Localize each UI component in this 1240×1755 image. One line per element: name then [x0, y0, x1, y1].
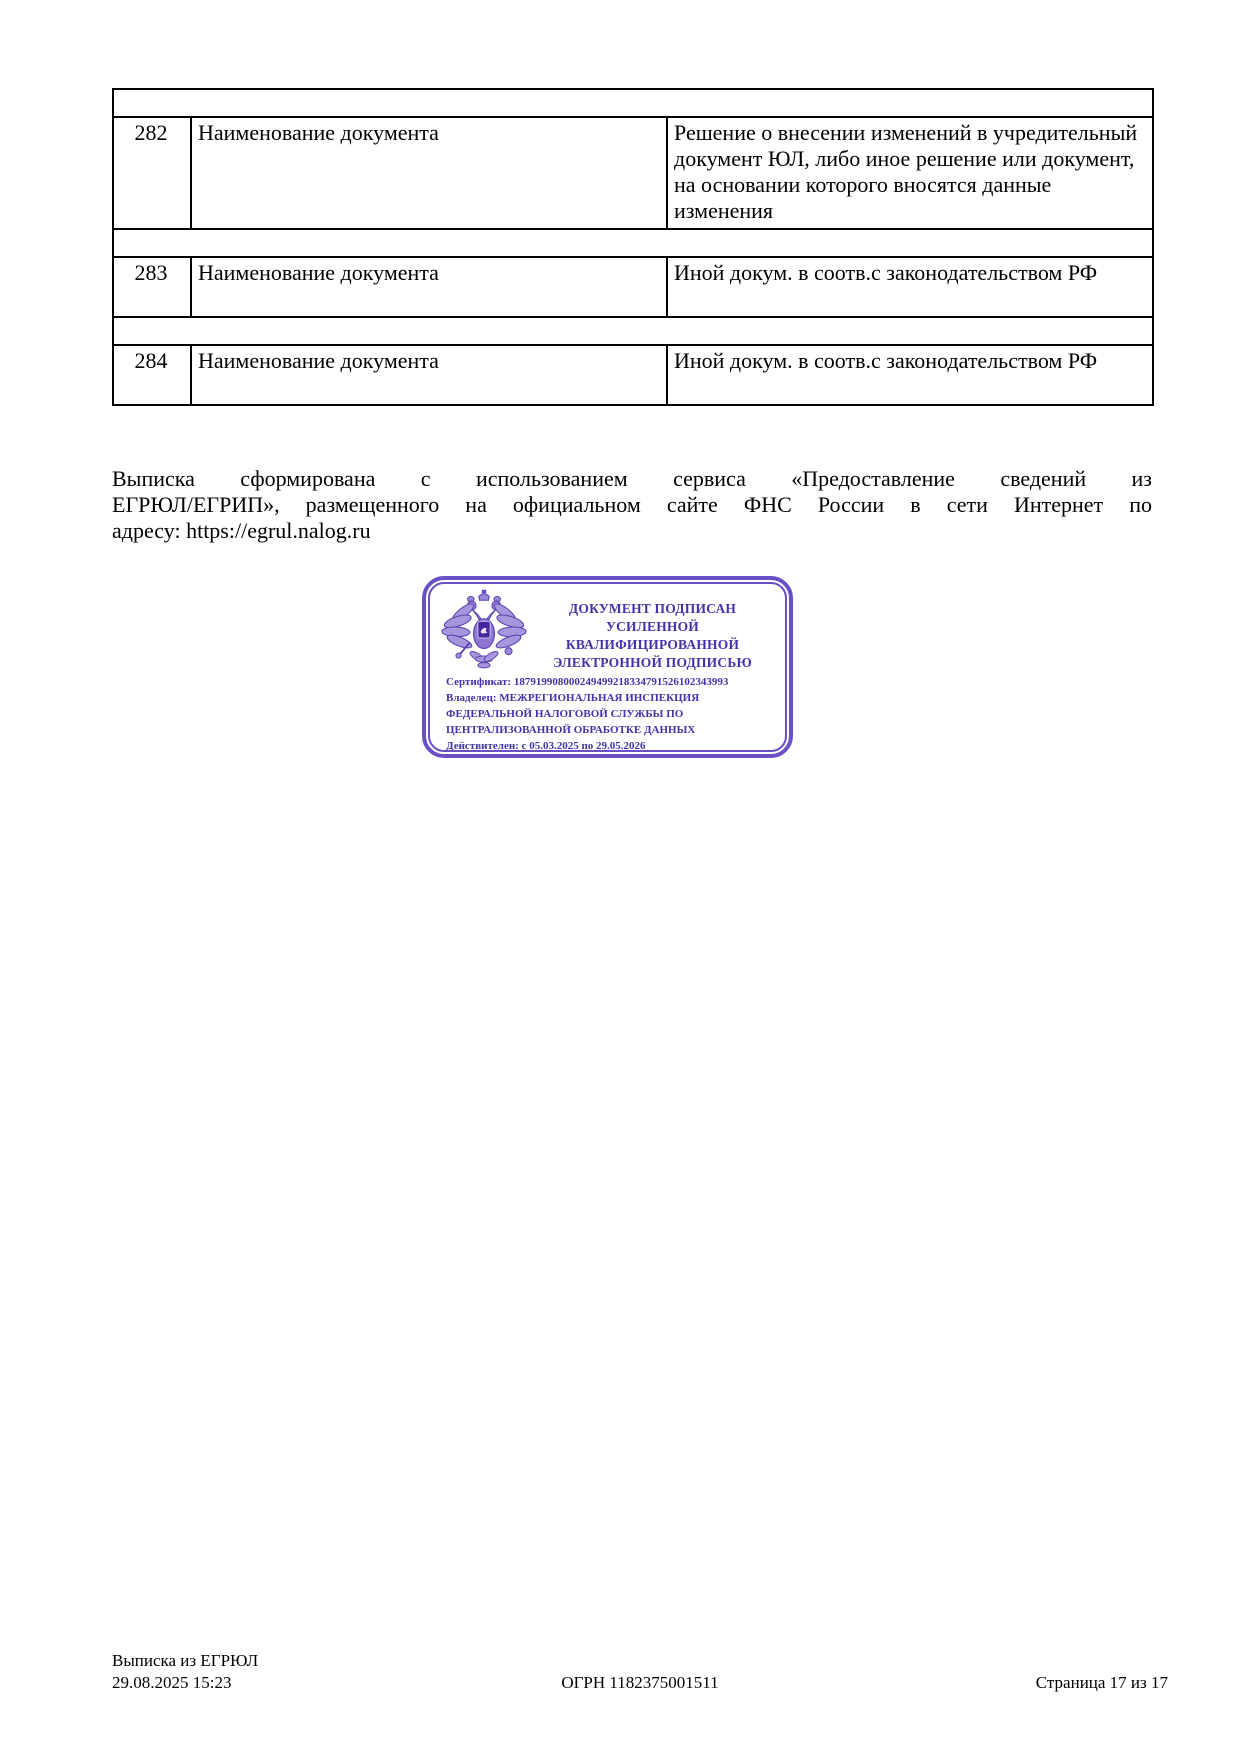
validity-line — [446, 738, 777, 752]
validity-value: с 05.03.2025 по 29.05.2026 — [521, 740, 646, 752]
footer-page-number: Страница 17 из 17 — [1035, 1673, 1168, 1692]
fns-coat-of-arms-icon — [440, 588, 528, 674]
stamp-title-line: УСИЛЕННОЙ КВАЛИФИЦИРОВАННОЙ — [565, 619, 740, 652]
stamp-title-line: ЭЛЕКТРОННОЙ ПОДПИСЬЮ — [553, 655, 752, 670]
empty-cell — [113, 89, 1153, 117]
row-number-cell: 282 — [113, 117, 191, 229]
empty-cell — [113, 317, 1153, 345]
row-number-cell: 283 — [113, 257, 191, 317]
footer-datetime: 29.08.2025 15:23 — [112, 1673, 232, 1692]
footer-doc-type: Выписка из ЕГРЮЛ — [112, 1651, 259, 1670]
row-label-cell: Наименование документа — [191, 257, 667, 317]
service-note — [112, 466, 1152, 544]
row-label-cell: Наименование документа — [191, 117, 667, 229]
page-footer — [112, 1650, 1168, 1694]
certificate-number: 187919908000249499218334791526102343993 — [513, 676, 729, 688]
address-label: адресу: — [112, 518, 187, 543]
table-row — [113, 117, 1153, 229]
stamp-title-line: ДОКУМЕНТ ПОДПИСАН — [568, 601, 737, 616]
stamp-header — [438, 588, 777, 674]
certificate-line — [446, 674, 777, 690]
stamp-details — [446, 674, 777, 752]
row-label-cell: Наименование документа — [191, 345, 667, 405]
footer-left — [112, 1650, 464, 1694]
documents-table — [112, 88, 1154, 406]
validity-label: Действителен: — [446, 740, 519, 752]
table-spacer-row — [113, 317, 1153, 345]
table-row — [113, 345, 1153, 405]
owner-line — [446, 690, 777, 738]
page-content — [0, 0, 1240, 758]
service-note-line: Выписка сформирована с использованием сервиса «Предоставление сведений из — [112, 466, 1152, 491]
row-value-cell: Иной докум. в соотв.с законодательством РФ — [667, 345, 1153, 405]
row-value-cell: Решение о внесении изменений в учредительный документ ЮЛ, либо иное решение или документ, на основании которого вносятся данные изменения — [667, 117, 1153, 229]
row-number-cell: 284 — [113, 345, 191, 405]
digital-signature-stamp — [422, 576, 793, 758]
signature-stamp-frame — [428, 582, 787, 752]
row-value-cell: Иной докум. в соотв.с законодательством РФ — [667, 257, 1153, 317]
owner-label: Владелец: — [446, 692, 497, 704]
footer-ogrn: ОГРН 1182375001511 — [561, 1673, 719, 1692]
stamp-title — [528, 588, 777, 672]
egrul-url-link[interactable]: https://egrul.nalog.ru — [186, 518, 371, 543]
service-note-line — [112, 518, 1152, 544]
owner-name: МЕЖРЕГИОНАЛЬНАЯ ИНСПЕКЦИЯ ФЕДЕРАЛЬНОЙ НАЛОГОВОЙ СЛУЖБЫ ПО ЦЕНТРАЛИЗОВАННОЙ ОБРАБОТКЕ ДАННЫХ — [446, 692, 700, 736]
certificate-label: Сертификат: — [446, 676, 512, 688]
empty-cell — [113, 229, 1153, 257]
table-row — [113, 257, 1153, 317]
table-spacer-row — [113, 89, 1153, 117]
table-spacer-row — [113, 229, 1153, 257]
service-note-line: ЕГРЮЛ/ЕГРИП», размещенного на официальном сайте ФНС России в сети Интернет по — [112, 492, 1152, 517]
